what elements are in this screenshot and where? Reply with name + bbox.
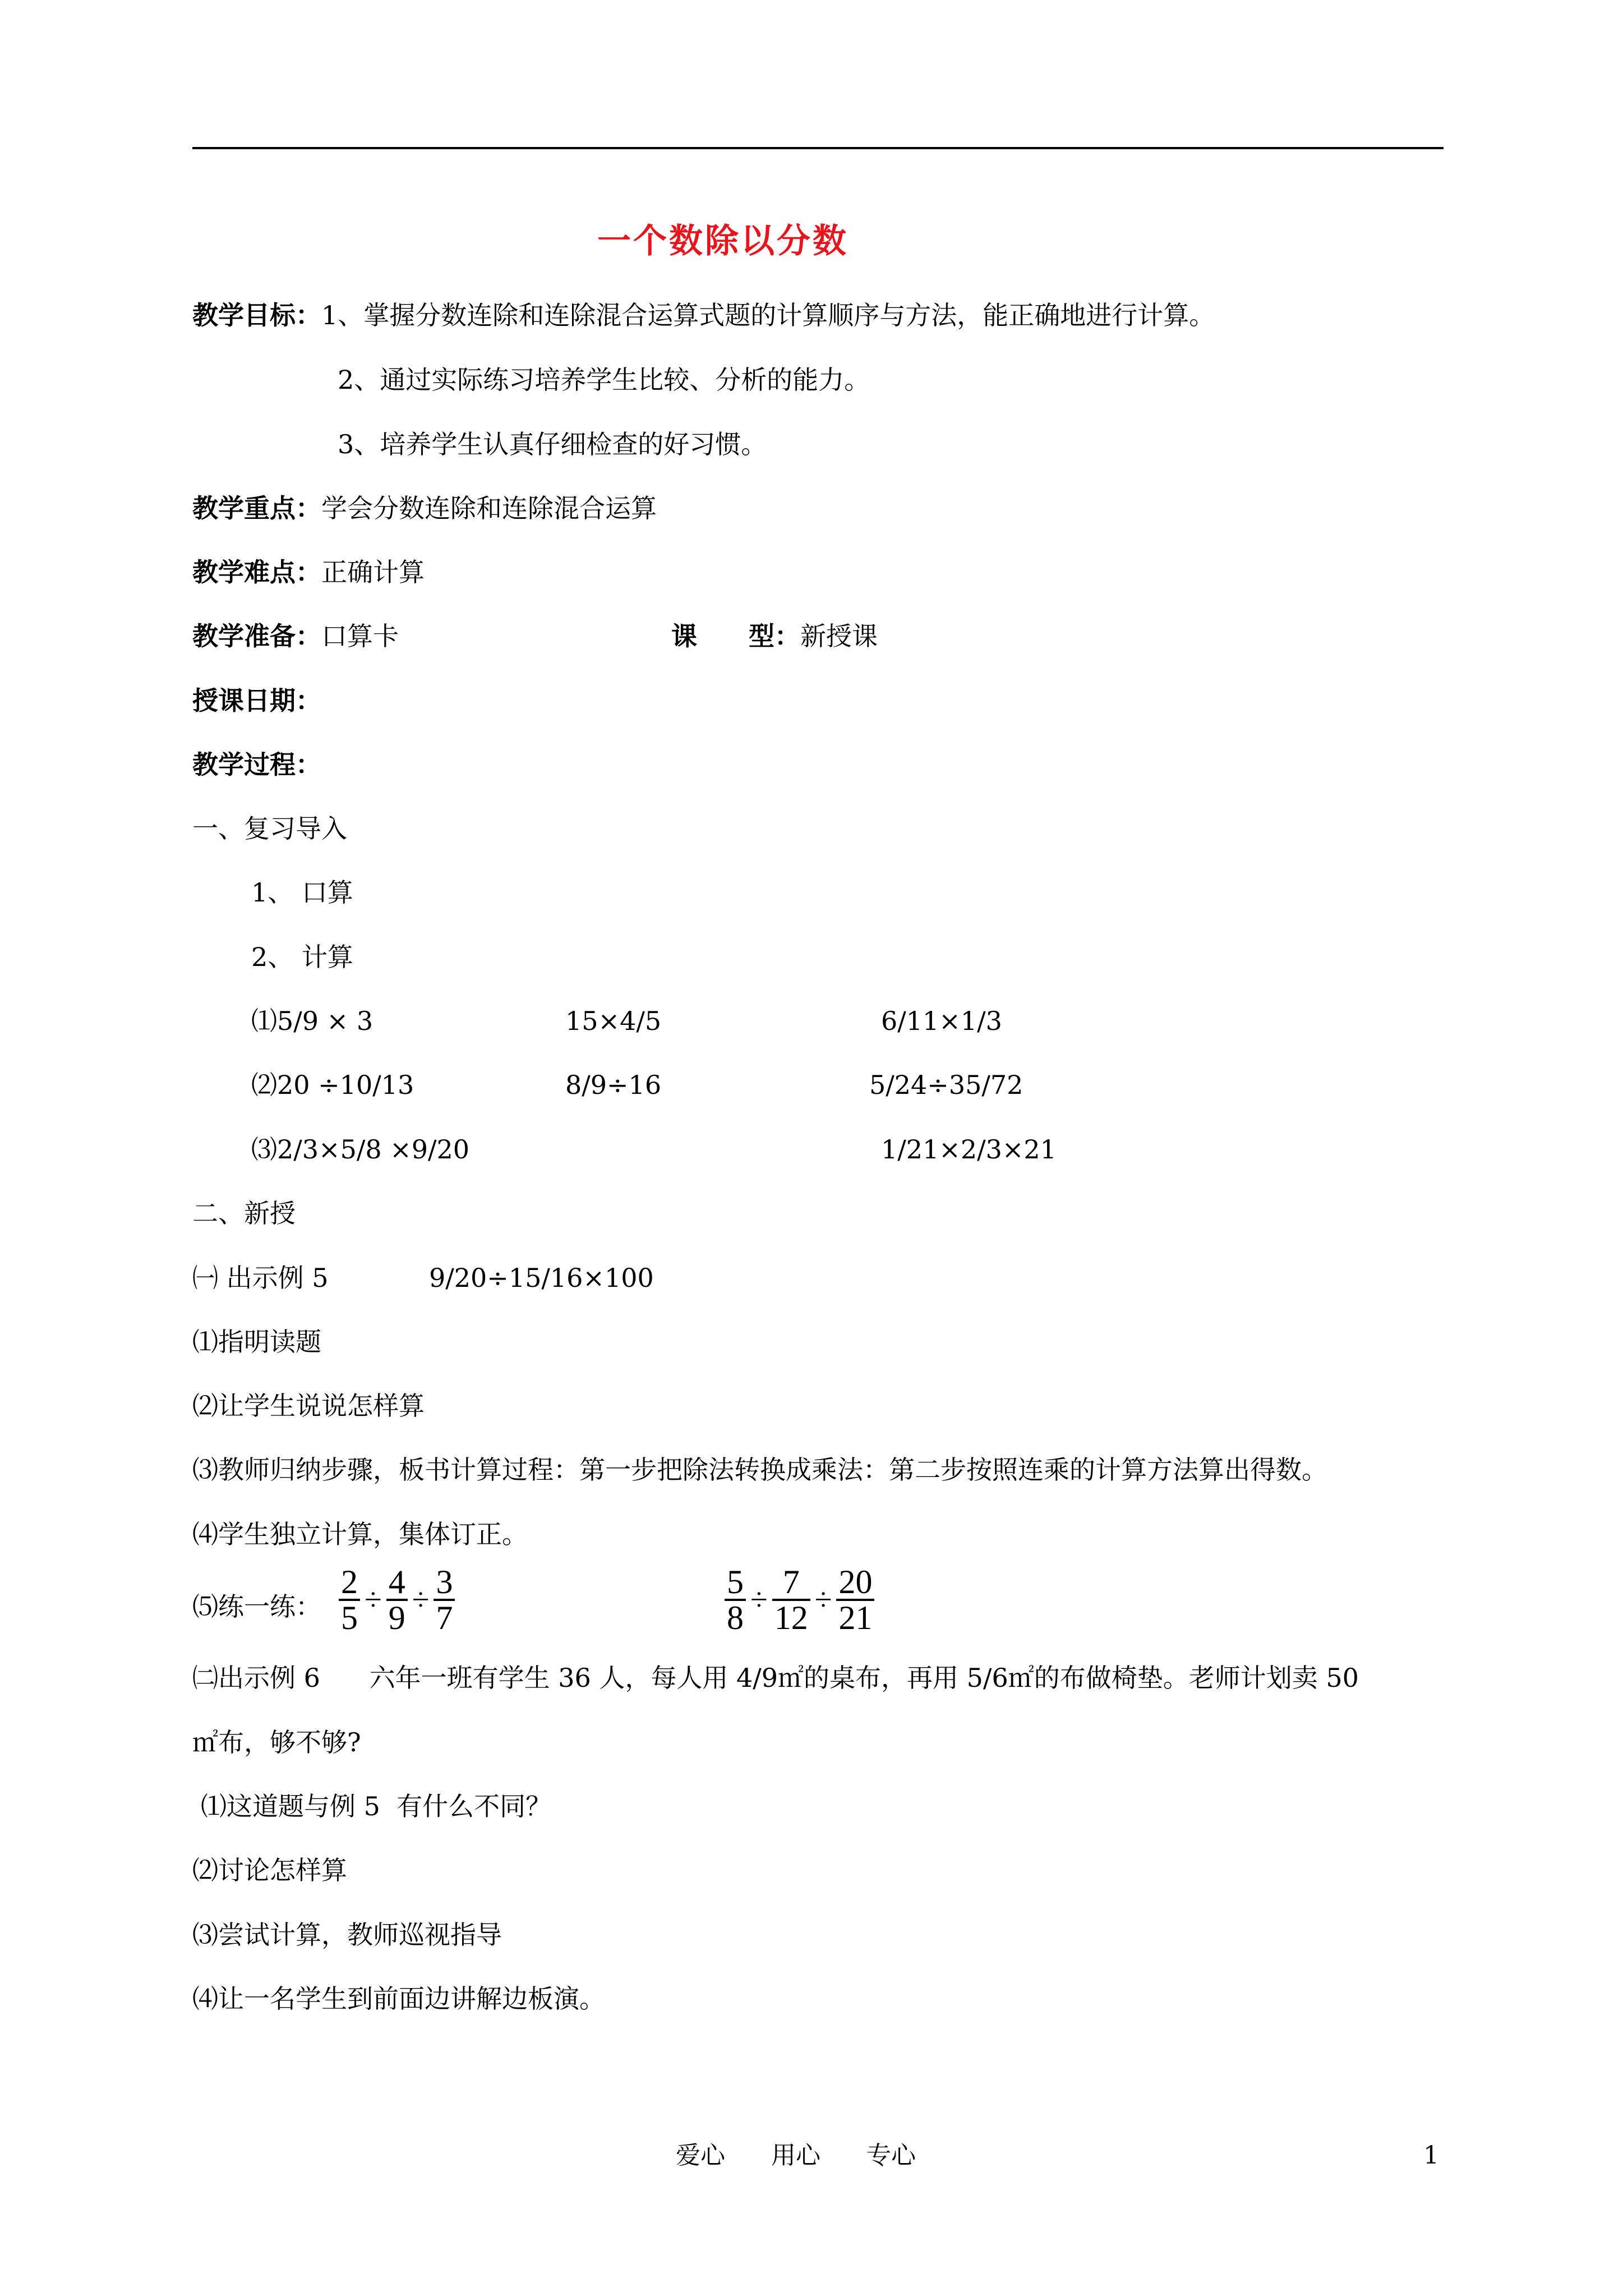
objectives-label: 教学目标：	[192, 300, 321, 330]
calc-row2-col1: ⑵20 ÷10/13	[251, 1070, 414, 1100]
footer-motto: 专心	[866, 2141, 916, 2170]
page-number: 1	[1423, 2141, 1439, 2170]
key-point	[192, 491, 657, 525]
footer-motto: 用心	[771, 2141, 820, 2170]
fraction	[386, 1565, 408, 1635]
step6-1: ⑴这道题与例 5 有什么不同？	[201, 1791, 552, 1821]
objective-2: 2、通过实际练习培养学生比较、分析的能力。	[338, 365, 870, 395]
difficulty-text: 正确计算	[321, 557, 425, 587]
denominator: 12	[774, 1599, 808, 1636]
lesson-type-text: 新授课	[800, 621, 878, 651]
example6-line1: ㈡出示例 6 六年一班有学生 36 人，每人用 4/9㎡的桌布，再用 5/6㎡的布做椅垫。老师计划卖 50	[192, 1663, 1359, 1693]
calc-row2-col3: 5/24÷35/72	[869, 1070, 1023, 1100]
footer-motto: 爱心	[676, 2141, 725, 2170]
section1-heading: 一、复习导入	[192, 813, 347, 844]
calc-row3-col1: ⑶2/3×5/8 ×9/20	[251, 1134, 470, 1165]
section1-calc: 2、 计算	[251, 942, 353, 972]
calc-row1-col2: 15×4/5	[565, 1006, 662, 1036]
step5-3: ⑶教师归纳步骤，板书计算过程：第一步把除法转换成乘法：第二步按照连乘的计算方法算出得数。	[192, 1455, 1327, 1485]
numerator: 20	[836, 1565, 874, 1601]
preparation-text: 口算卡	[321, 621, 399, 651]
key-point-label: 教学重点：	[192, 493, 321, 523]
section2-heading: 二、新授	[192, 1198, 296, 1228]
fraction	[772, 1565, 810, 1635]
difficulty	[192, 555, 425, 589]
objectives	[192, 298, 1215, 332]
preparation	[192, 619, 399, 653]
numerator: 7	[772, 1565, 810, 1601]
practice-expression-1	[338, 1565, 456, 1635]
fraction	[725, 1565, 746, 1635]
denominator: 8	[727, 1599, 744, 1636]
objective-3: 3、培养学生认真仔细检查的好习惯。	[338, 429, 767, 459]
lesson-type-label-1: 课	[671, 621, 697, 651]
step6-4: ⑷让一名学生到前面边讲解边板演。	[192, 1984, 605, 2014]
numerator: 2	[339, 1565, 360, 1601]
denominator: 5	[341, 1599, 358, 1636]
denominator: 21	[838, 1599, 873, 1636]
divide-sign: ÷	[365, 1582, 382, 1617]
page-title: 一个数除以分数	[597, 222, 849, 261]
numerator: 4	[386, 1565, 408, 1601]
example6-line2: ㎡布，够不够?	[192, 1727, 361, 1757]
difficulty-label: 教学难点：	[192, 557, 321, 587]
fraction	[339, 1565, 360, 1635]
fraction	[434, 1565, 455, 1635]
divide-sign: ÷	[750, 1582, 768, 1617]
denominator: 9	[388, 1599, 405, 1636]
key-point-text: 学会分数连除和连除混合运算	[321, 493, 657, 523]
fraction	[836, 1565, 874, 1635]
preparation-label: 教学准备：	[192, 621, 321, 651]
date-label: 授课日期：	[192, 685, 321, 716]
step6-2: ⑵讨论怎样算	[192, 1855, 347, 1885]
lesson-type	[671, 619, 878, 653]
denominator: 7	[436, 1599, 453, 1636]
practice-expression-2	[723, 1565, 875, 1635]
calc-row3-col3: 1/21×2/3×21	[881, 1134, 1057, 1165]
numerator: 3	[434, 1565, 455, 1601]
step6-3: ⑶尝试计算，教师巡视指导	[192, 1920, 502, 1950]
practice-label: ⑸练一练：	[192, 1591, 321, 1622]
calc-row1-col1: ⑴5/9 × 3	[251, 1006, 374, 1036]
step5-4: ⑷学生独立计算，集体订正。	[192, 1519, 528, 1549]
numerator: 5	[725, 1565, 746, 1601]
example5-label: ㈠ 出示例 5	[192, 1263, 329, 1293]
header-rule	[192, 147, 1444, 149]
process-label: 教学过程：	[192, 749, 321, 780]
calc-row2-col2: 8/9÷16	[565, 1070, 662, 1100]
divide-sign: ÷	[412, 1582, 430, 1617]
lesson-type-label-2: 型：	[749, 621, 800, 651]
objective-1: 1、掌握分数连除和连除混合运算式题的计算顺序与方法，能正确地进行计算。	[321, 300, 1215, 330]
step5-1: ⑴指明读题	[192, 1327, 321, 1357]
step5-2: ⑵让学生说说怎样算	[192, 1391, 425, 1421]
section1-oral: 1、 口算	[251, 877, 353, 908]
example5-expression: 9/20÷15/16×100	[429, 1263, 654, 1293]
divide-sign: ÷	[814, 1582, 832, 1617]
calc-row1-col3: 6/11×1/3	[881, 1006, 1002, 1036]
footer-mottos	[676, 2140, 962, 2171]
